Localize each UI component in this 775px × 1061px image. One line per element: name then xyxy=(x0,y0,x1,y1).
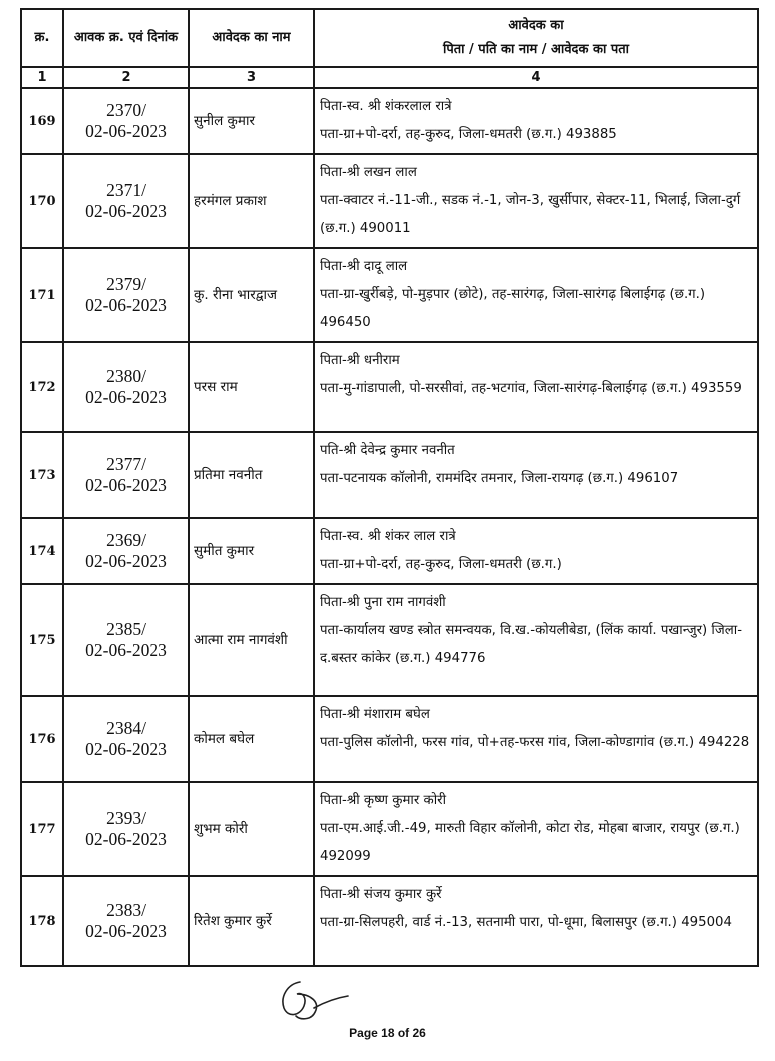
inward-date: 02-06-2023 xyxy=(85,121,167,141)
table-row xyxy=(21,432,758,518)
applicant-name: प्रतिमा नवनीत xyxy=(189,432,314,518)
inward-date: 02-06-2023 xyxy=(85,295,167,315)
inward-number: 2384/ xyxy=(106,718,146,738)
relation-name: पिता-स्व. श्री शंकरलाल रात्रे xyxy=(320,99,452,114)
relation-address-cell xyxy=(314,154,758,248)
applicant-name: कोमल बघेल xyxy=(189,696,314,782)
address: पता-एम.आई.जी.-49, मारुती विहार कॉलोनी, कोटा रोड, मोहबा बाजार, रायपुर (छ.ग.) 492099 xyxy=(320,821,740,864)
relation-name: पिता-श्री लखन लाल xyxy=(320,165,417,180)
serial-number: 174 xyxy=(21,518,63,584)
ref-date-cell xyxy=(63,342,189,432)
header-line-2: पिता / पति का नाम / आवेदक का पता xyxy=(442,42,629,57)
relation-address-cell xyxy=(314,518,758,584)
header-relation-address xyxy=(314,9,758,67)
ref-date-cell xyxy=(63,88,189,154)
ref-date-cell xyxy=(63,782,189,876)
relation-name: पिता-स्व. श्री शंकर लाल रात्रे xyxy=(320,529,456,544)
address: पता-मु-गांडापाली, पो-सरसीवां, तह-भटगांव, जिला-सारंगढ़-बिलाईगढ़ (छ.ग.) 493559 xyxy=(320,381,742,396)
inward-number: 2383/ xyxy=(106,900,146,920)
serial-number: 177 xyxy=(21,782,63,876)
applicant-name: हरमंगल प्रकाश xyxy=(189,154,314,248)
page-number: Page 18 of 26 xyxy=(349,1026,426,1040)
table-row xyxy=(21,782,758,876)
table-row xyxy=(21,342,758,432)
address: पता-ग्रा-सिलपहरी, वार्ड नं.-13, सतनामी पारा, पो-धूमा, बिलासपुर (छ.ग.) 495004 xyxy=(320,915,732,930)
ref-date-cell xyxy=(63,154,189,248)
applicant-name: रितेश कुमार कुर्रे xyxy=(189,876,314,966)
serial-number: 170 xyxy=(21,154,63,248)
applicant-table xyxy=(20,8,759,967)
inward-date: 02-06-2023 xyxy=(85,475,167,495)
relation-name: पिता-श्री कृष्ण कुमार कोरी xyxy=(320,793,447,808)
header-line-1: आवेदक का xyxy=(508,18,564,33)
inward-number: 2380/ xyxy=(106,366,146,386)
ref-date-cell xyxy=(63,432,189,518)
inward-date: 02-06-2023 xyxy=(85,921,167,941)
header-ref-date: आवक क्र. एवं दिनांक xyxy=(63,9,189,67)
register-sheet xyxy=(20,8,759,967)
relation-name: पिता-श्री दादू लाल xyxy=(320,259,408,274)
signature xyxy=(270,972,360,1024)
inward-number: 2385/ xyxy=(106,619,146,639)
ref-date-cell xyxy=(63,696,189,782)
serial-number: 172 xyxy=(21,342,63,432)
applicant-name: परस राम xyxy=(189,342,314,432)
relation-address-cell xyxy=(314,584,758,696)
serial-number: 169 xyxy=(21,88,63,154)
applicant-name: शुभम कोरी xyxy=(189,782,314,876)
column-number: 3 xyxy=(189,67,314,88)
applicant-name: सुनील कुमार xyxy=(189,88,314,154)
column-number: 1 xyxy=(21,67,63,88)
relation-name: पति-श्री देवेन्द्र कुमार नवनीत xyxy=(320,443,455,458)
inward-number: 2371/ xyxy=(106,180,146,200)
inward-date: 02-06-2023 xyxy=(85,551,167,571)
inward-number: 2379/ xyxy=(106,274,146,294)
relation-address-cell xyxy=(314,782,758,876)
relation-name: पिता-श्री मंशाराम बघेल xyxy=(320,707,430,722)
inward-number: 2393/ xyxy=(106,808,146,828)
relation-name: पिता-श्री संजय कुमार कुर्रे xyxy=(320,887,442,902)
address: पता-कार्यालय खण्ड स्त्रोत समन्वयक, वि.ख.-कोयलीबेडा, (लिंक कार्या. पखान्जुर) जिला-द.बस्तर कांकेर (छ.ग.) 494776 xyxy=(320,623,742,666)
header-serial: क्र. xyxy=(21,9,63,67)
applicant-name: सुमीत कुमार xyxy=(189,518,314,584)
ref-date-cell xyxy=(63,876,189,966)
relation-address-cell xyxy=(314,248,758,342)
relation-address-cell xyxy=(314,342,758,432)
table-row xyxy=(21,518,758,584)
ref-date-cell xyxy=(63,248,189,342)
table-row xyxy=(21,154,758,248)
serial-number: 175 xyxy=(21,584,63,696)
table-row xyxy=(21,584,758,696)
inward-number: 2370/ xyxy=(106,100,146,120)
relation-name: पिता-श्री धनीराम xyxy=(320,353,400,368)
inward-date: 02-06-2023 xyxy=(85,739,167,759)
inward-date: 02-06-2023 xyxy=(85,387,167,407)
relation-address-cell xyxy=(314,876,758,966)
column-number: 2 xyxy=(63,67,189,88)
header-row xyxy=(21,9,758,67)
serial-number: 176 xyxy=(21,696,63,782)
ref-date-cell xyxy=(63,518,189,584)
inward-date: 02-06-2023 xyxy=(85,201,167,221)
inward-number: 2377/ xyxy=(106,454,146,474)
address: पता-ग्रा+पो-दर्रा, तह-कुरुद, जिला-धमतरी (छ.ग.) xyxy=(320,557,562,572)
table-row xyxy=(21,88,758,154)
address: पता-पटनायक कॉलोनी, राममंदिर तमनार, जिला-रायगढ़ (छ.ग.) 496107 xyxy=(320,471,679,486)
table-row xyxy=(21,876,758,966)
column-number: 4 xyxy=(314,67,758,88)
applicant-name: कु. रीना भारद्वाज xyxy=(189,248,314,342)
address: पता-ग्रा+पो-दर्रा, तह-कुरुद, जिला-धमतरी (छ.ग.) 493885 xyxy=(320,127,617,142)
relation-address-cell xyxy=(314,432,758,518)
relation-address-cell xyxy=(314,696,758,782)
inward-date: 02-06-2023 xyxy=(85,829,167,849)
serial-number: 171 xyxy=(21,248,63,342)
header-applicant-name: आवेदक का नाम xyxy=(189,9,314,67)
inward-date: 02-06-2023 xyxy=(85,640,167,660)
applicant-name: आत्मा राम नागवंशी xyxy=(189,584,314,696)
address: पता-पुलिस कॉलोनी, फरस गांव, पो+तह-फरस गांव, जिला-कोण्डागांव (छ.ग.) 494228 xyxy=(320,735,750,750)
address: पता-ग्रा-खुर्रीबड़े, पो-मुड़पार (छोटे), तह-सारंगढ़, जिला-सारंगढ़ बिलाईगढ़ (छ.ग.) 496450 xyxy=(320,287,706,330)
ref-date-cell xyxy=(63,584,189,696)
table-row xyxy=(21,696,758,782)
inward-number: 2369/ xyxy=(106,530,146,550)
address: पता-क्वाटर नं.-11-जी., सडक नं.-1, जोन-3, खुर्सीपार, सेक्टर-11, भिलाई, जिला-दुर्ग (छ.ग.) 490011 xyxy=(320,193,741,236)
table-body xyxy=(21,88,758,966)
table-row xyxy=(21,248,758,342)
column-number-row xyxy=(21,67,758,88)
relation-address-cell xyxy=(314,88,758,154)
serial-number: 173 xyxy=(21,432,63,518)
serial-number: 178 xyxy=(21,876,63,966)
relation-name: पिता-श्री पुना राम नागवंशी xyxy=(320,595,446,610)
